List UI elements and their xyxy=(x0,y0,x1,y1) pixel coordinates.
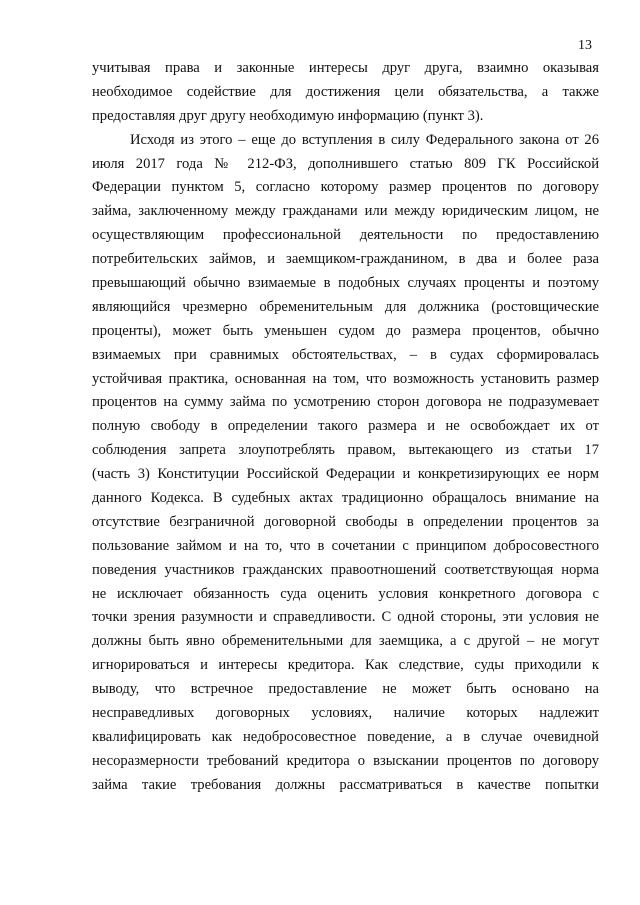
text-line: не исключает обязанность суда оценить условия конкретного договора с xyxy=(92,585,599,602)
text-line: устойчивая практика, основанная на том, что возможность установить размер xyxy=(92,370,599,387)
text-line: займа, заключенному между гражданами или между юридическим лицом, не xyxy=(92,203,599,220)
text-line: процентов на сумму займа по усмотрению сторон договора не подразумевает xyxy=(92,394,599,411)
text-line: Федерации пунктом 5, согласно которому размер процентов по договору xyxy=(92,179,599,196)
text-line: должны быть явно обременительными для заемщика, а с другой – не могут xyxy=(92,633,599,650)
page-number: 13 xyxy=(578,38,592,53)
text-line: учитывая права и законные интересы друг друга, взаимно оказывая xyxy=(92,60,599,76)
text-line: потребительских займов, и заемщиком-гражданином, в два и более раза xyxy=(92,251,599,268)
text-line: квалифицировать как недобросовестное поведение, а в случае очевидной xyxy=(92,728,599,745)
text-line: поведения участников гражданских правоотношений соответствующая норма xyxy=(92,561,599,578)
text-line: несоразмерности требований кредитора о взыскании процентов по договору xyxy=(92,752,599,769)
text-line: точки зрения разумности и справедливости. С одной стороны, эти условия не xyxy=(92,609,599,626)
text-line: данного Кодекса. В судебных актах традиционно обращалось внимание на xyxy=(92,490,599,507)
text-line: соблюдения запрета злоупотреблять правом, вытекающего из статьи 17 xyxy=(92,442,599,459)
text-line: июля 2017 года № 212-ФЗ, дополнившего статью 809 ГК Российской xyxy=(92,155,599,172)
text-line: выводу, что встречное предоставление не может быть основано на xyxy=(92,681,599,698)
paragraph xyxy=(92,129,599,798)
text-line: полную свободу в определении такого размера и не освобождает их от xyxy=(92,418,599,435)
text-line: (часть 3) Конституции Российской Федерации и конкретизирующих ее норм xyxy=(92,466,599,483)
text-line: займа такие требования должны рассматриваться в качестве попытки xyxy=(92,776,599,793)
text-line: предоставляя друг другу необходимую информацию (пункт 3). xyxy=(92,107,484,124)
text-line: игнорироваться и интересы кредитора. Как следствие, суды приходили к xyxy=(92,657,599,674)
text-line: пользование займом и на то, что в сочетании с принципом добросовестного xyxy=(92,537,599,554)
text-line: необходимое содействие для достижения цели обязательства, а также xyxy=(92,83,599,100)
paragraph xyxy=(92,57,599,129)
text-line: отсутствие безграничной договорной свободы в определении процентов за xyxy=(92,513,599,530)
text-line: взимаемых при сравнимых обстоятельствах, – в судах сформировалась xyxy=(92,346,599,363)
text-line: проценты), может быть уменьшен судом до размера процентов, обычно xyxy=(92,322,599,339)
text-line: осуществляющим профессиональной деятельности по предоставлению xyxy=(92,227,599,244)
text-line: Исходя из этого – еще до вступления в силу Федерального закона от 26 xyxy=(130,131,599,148)
text-line: являющийся чрезмерно обременительным для должника (ростовщические xyxy=(92,298,599,315)
text-line: несправедливых договорных условиях, наличие которых надлежит xyxy=(92,705,599,722)
body-text xyxy=(92,57,599,798)
text-line: превышающий обычно взимаемые в подобных случаях проценты и поэтому xyxy=(92,275,599,292)
